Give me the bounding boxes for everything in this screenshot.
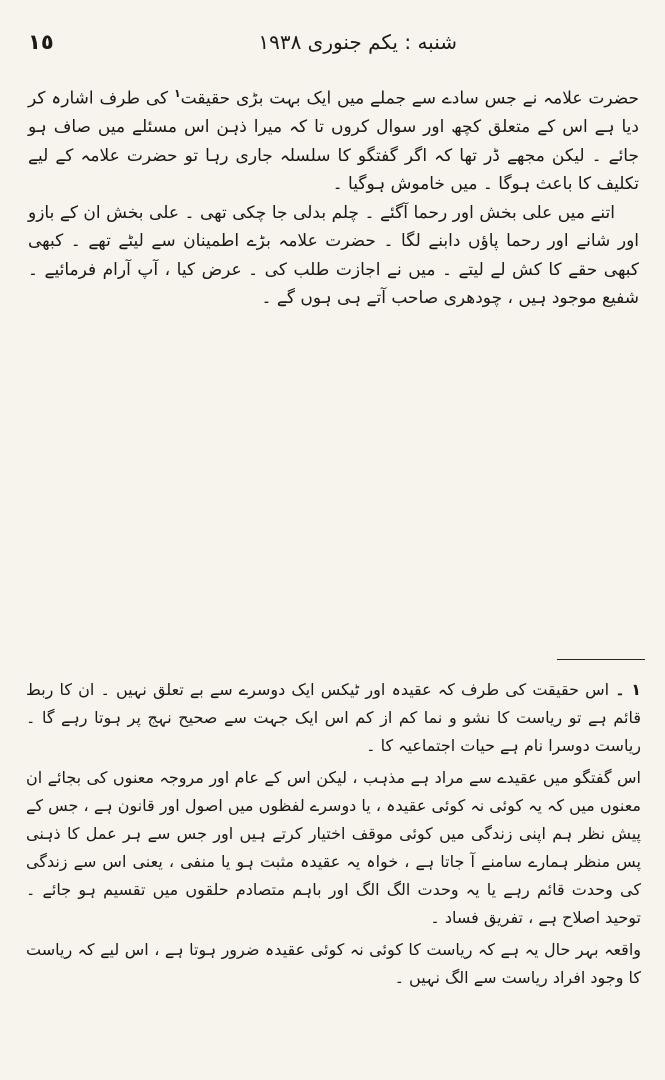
footnote-reference: ١ [173,87,181,100]
paragraph-text: کی طرف اشارہ کر دیا ہے اس کے متعلق کچھ اور سوال کروں تا کہ میرا ذہن اس مسئلے میں صاف ہو جائے ۔ لیکن مجھے ڈر تھا کہ اگر گفتگو کا سلسلہ جاری رہا تو حضرت علامہ کے لیے تکلیف کا باعث ہوگا ۔ میں خاموش ہوگیا ۔ [28,88,639,195]
main-text [28,80,639,313]
footnotes [26,676,641,996]
body-paragraph: اتنے میں علی بخش اور رحما آگئے ۔ چلم بدلی جا چکی تھی ۔ علی بخش ان کے بازو اور شانے اور رحما پاؤں دابنے لگا ۔ حضرت علامہ بڑے اطمینان سے لیٹے تھے ۔ کبھی کبھی حقے کا کش لے لیتے ۔ میں نے اجازت طلب کی ۔ عرض کیا ، آپ آرام فرمائیے ۔ شفیع موجود ہیں ، چودھری صاحب آتے ہی ہوں گے ۔ [28,202,639,309]
paragraph-text: حضرت علامہ نے جس سادے سے جملے میں ایک بہت بڑی حقیقت [180,88,639,109]
footnote-marker: ١ ۔ [615,680,641,699]
running-head: شنبه : یکم جنوری ۱۹۳۸ [258,30,457,54]
page-number: ١٥ [28,30,54,54]
footnote-text: اس حقیقت کی طرف کہ عقیدہ اور ٹیکس ایک دوسرے سے بے تعلق نہیں ۔ ان کا ربط قائم ہے تو ریاست کا نشو و نما کم از کم اس ایک جہت سے صحیح نہج پر ہوتا رہے گا ۔ ریاست دوسرا نام ہے حیات اجتماعیہ کا ۔ [26,680,641,755]
footnote-divider [557,659,645,660]
footnote-paragraph [26,676,641,760]
page-header [28,30,637,64]
footnote-paragraph: اس گفتگو میں عقیدے سے مراد ہے مذہب ، لیکن اس کے عام اور مروجہ معنوں کی بجائے ان معنوں میں کہ یہ کوئی نہ کوئی عقیدہ ، یا دوسرے لفظوں میں اصول اور قانون ہے ، جس کے پیش نظر ہم اپنی زندگی میں کوئی موقف اختیار کرتے ہیں اور جس سے ہر عمل کا ذہنی پس منظر ہمارے سامنے آ جاتا ہے ، خواہ یہ عقیدہ مثبت ہو یا منفی ، یعنی اس سے زندگی کی وحدت قائم رہے یا یہ وحدت الگ الگ اور باہم متصادم حلقوں میں تقسیم ہو جائے ۔ توحید اصلاح ہے ، تفریق فساد ۔ [26,768,641,927]
footnote-paragraph: واقعہ بہر حال یہ ہے کہ ریاست کا کوئی نہ کوئی عقیدہ ضرور ہوتا ہے ، اس لیے کہ ریاست کا وجود افراد ریاست سے الگ نہیں ۔ [26,940,641,987]
body-paragraph [28,80,639,199]
